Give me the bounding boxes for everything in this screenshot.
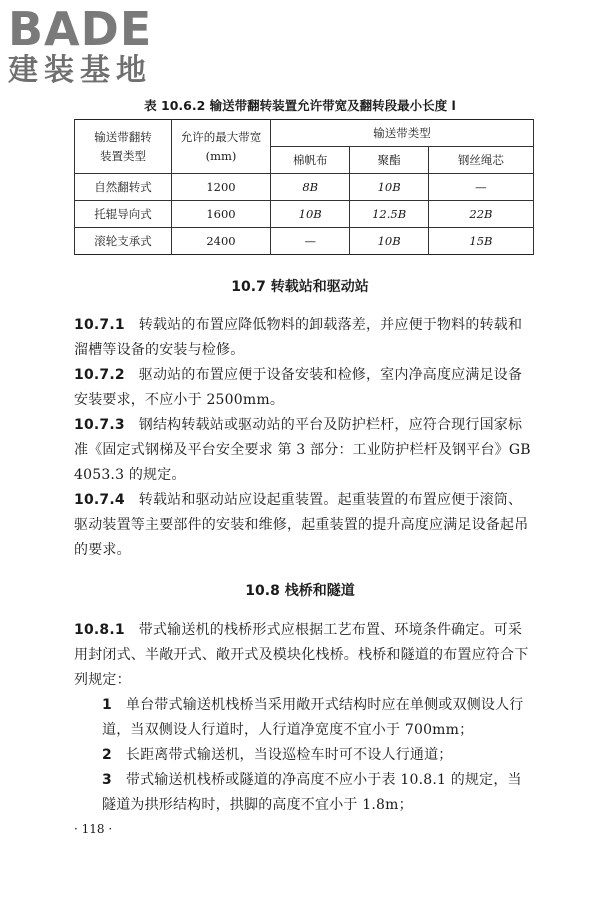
section-heading-10-8: 10.8 栈桥和隧道: [245, 583, 355, 599]
logo-sub-text: 建装基地: [8, 53, 152, 88]
section-heading-10-7: 10.7 转载站和驱动站: [231, 279, 369, 295]
table-cell: 1600: [172, 201, 271, 228]
subheader-steel-cord: 钢丝绳芯: [428, 147, 533, 174]
table-cell: 10B: [350, 228, 428, 255]
table-cell: —: [271, 228, 350, 255]
paragraph-10-8-1: 10.8.1 带式输送机的栈桥形式应根据工艺布置、环境条件确定。可采用封闭式、半敞开式、敞开式及模块化栈桥。栈桥和隧道的布置应符合下列规定：: [74, 622, 529, 688]
table-cell: 自然翻转式: [75, 174, 172, 201]
page-number: · 118 ·: [74, 822, 113, 836]
table-cell: 10B: [271, 201, 350, 228]
table-cell: 1200: [172, 174, 271, 201]
list-item: 2 长距离带式输送机，当设巡检车时可不设人行通道；: [102, 747, 453, 763]
table-cell: 托辊导向式: [75, 201, 172, 228]
subheader-polyester: 聚酯: [350, 147, 428, 174]
table-row: [75, 201, 534, 228]
table-row: [75, 174, 534, 201]
table-cell: 22B: [428, 201, 533, 228]
table-cell: 10B: [350, 174, 428, 201]
list-item: 3 带式输送机栈桥或隧道的净高度不应小于表 10.8.1 的规定，当隧道为拱形结构时，拱脚的高度不宜小于 1.8m；: [102, 772, 522, 813]
paragraph-10-7-3: 10.7.3 钢结构转载站或驱动站的平台及防护栏杆，应符合现行国家标准《固定式钢梯及平台安全要求 第 3 部分：工业防护栏杆及钢平台》GB 4053.3 的规定。: [74, 417, 531, 483]
header-max-width: 允许的最大带宽 (mm): [172, 120, 271, 174]
subheader-cotton: 棉帆布: [271, 147, 350, 174]
logo-main-text: BADE: [8, 2, 153, 56]
table-row: [75, 228, 534, 255]
list-item: 1 单台带式输送机栈桥当采用敞开式结构时应在单侧或双侧设人行道，当双侧设人行道时，人行道净宽度不宜小于 700mm；: [102, 697, 524, 738]
brand-logo: [8, 2, 153, 88]
header-type: 输送带翻转 装置类型: [75, 120, 172, 174]
table-cell: 8B: [271, 174, 350, 201]
paragraph-10-7-2: 10.7.2 驱动站的布置应便于设备安装和检修，室内净高度应满足设备安装要求，不应小于 2500mm。: [74, 367, 523, 408]
table-title: 表 10.6.2 输送带翻转装置允许带宽及翻转段最小长度 l: [144, 98, 456, 113]
table-cell: —: [428, 174, 533, 201]
header-belt-type: 输送带类型: [271, 120, 534, 147]
table-cell: 滚轮支承式: [75, 228, 172, 255]
spec-table: [74, 119, 534, 255]
paragraph-10-7-4: 10.7.4 转载站和驱动站应设起重装置。起重装置的布置应便于滚筒、驱动装置等主要部件的安装和维修，起重装置的提升高度应满足设备起吊的要求。: [74, 492, 529, 558]
paragraph-10-7-1: 10.7.1 转载站的布置应降低物料的卸载落差，并应便于物料的转载和溜槽等设备的安装与检修。: [74, 317, 523, 358]
table-cell: 15B: [428, 228, 533, 255]
table-cell: 12.5B: [350, 201, 428, 228]
table-cell: 2400: [172, 228, 271, 255]
